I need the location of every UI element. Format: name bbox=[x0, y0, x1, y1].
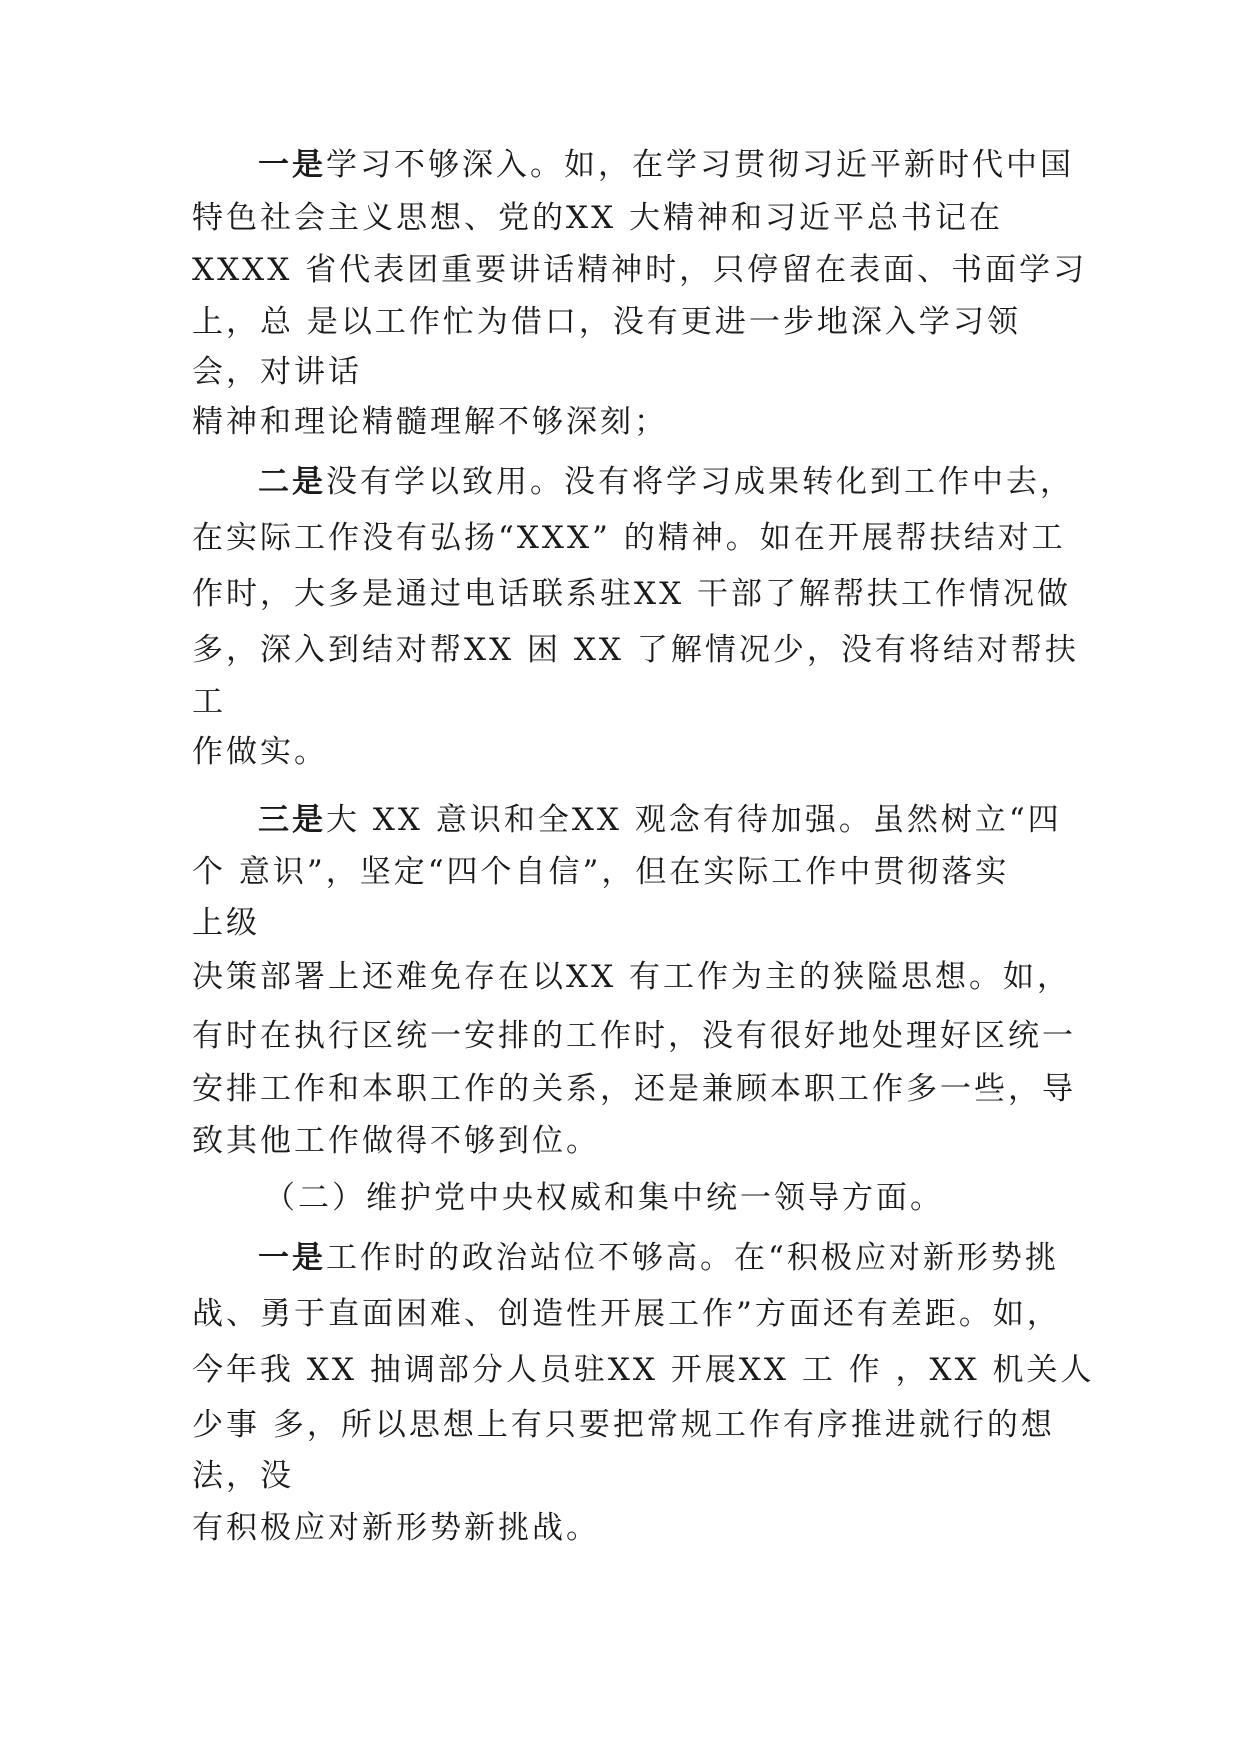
para-3-line-1: 三是大 XX 意识和全XX 观念有待加强。虽然树立“四 bbox=[258, 802, 1062, 838]
para-2-line-2: 在实际工作没有弘扬“XXX” 的精神。如在开展帮扶结对工 bbox=[192, 520, 1066, 556]
para-1-lead: 一是 bbox=[258, 147, 326, 183]
para-2-line-5: 工 bbox=[192, 684, 226, 720]
para-1-line-6: 精神和理论精髓理解不够深刻； bbox=[192, 404, 668, 440]
para-2-lead: 二是 bbox=[258, 464, 326, 500]
para-2-line-4: 多，深入到结对帮XX 困 XX 了解情况少，没有将结对帮扶 bbox=[192, 632, 1079, 668]
para-1-line-5: 会，对讲话 bbox=[192, 354, 362, 390]
para-4-line-4: 少事 多，所以思想上有只要把常规工作有序推进就行的想 bbox=[192, 1407, 1055, 1443]
para-1-line-3: XXXX 省代表团重要讲话精神时，只停留在表面、书面学习 bbox=[192, 252, 1088, 288]
para-3-line-6: 安排工作和本职工作的关系，还是兼顾本职工作多一些，导 bbox=[192, 1071, 1076, 1107]
para-2-line-6: 作做实。 bbox=[192, 734, 328, 770]
para-1-line-4: 上，总 是以工作忙为借口，没有更进一步地深入学习领 bbox=[192, 304, 1021, 340]
para-4-line-2: 战、勇于直面困难、创造性开展工作”方面还有差距。如， bbox=[192, 1296, 1061, 1332]
para-3-lead: 三是 bbox=[258, 802, 326, 838]
para-3-line-7: 致其他工作做得不够到位。 bbox=[192, 1123, 600, 1159]
para-1-line-2: 特色社会主义思想、党的XX 大精神和习近平总书记在 bbox=[192, 200, 1003, 236]
para-4-line-3: 今年我 XX 抽调部分人员驻XX 开展XX 工 作 ，XX 机关人 bbox=[192, 1352, 1095, 1388]
para-4-lead: 一是 bbox=[258, 1240, 326, 1276]
para-3-line-5: 有时在执行区统一安排的工作时，没有很好地处理好区统一 bbox=[192, 1018, 1076, 1054]
para-4-line-6: 有积极应对新形势新挑战。 bbox=[192, 1510, 600, 1546]
para-2-line-3: 作时，大多是通过电话联系驻XX 干部了解帮扶工作情况做 bbox=[192, 576, 1071, 612]
para-3-line-4: 决策部署上还难免存在以XX 有工作为主的狭隘思想。如， bbox=[192, 959, 1071, 995]
para-3-line-2: 个 意识”，坚定“四个自信”，但在实际工作中贯彻落实 bbox=[192, 854, 1010, 890]
para-4-line-1: 一是工作时的政治站位不够高。在“积极应对新形势挑 bbox=[258, 1240, 1059, 1276]
para-2-line-1: 二是没有学以致用。没有将学习成果转化到工作中去， bbox=[258, 464, 1074, 500]
section-heading: （二）维护党中央权威和集中统一领导方面。 bbox=[264, 1180, 944, 1216]
para-3-line-3: 上级 bbox=[192, 905, 260, 941]
para-4-line-5: 法，没 bbox=[192, 1458, 294, 1494]
para-1-line-1: 一是学习不够深入。如，在学习贯彻习近平新时代中国 bbox=[258, 147, 1074, 183]
